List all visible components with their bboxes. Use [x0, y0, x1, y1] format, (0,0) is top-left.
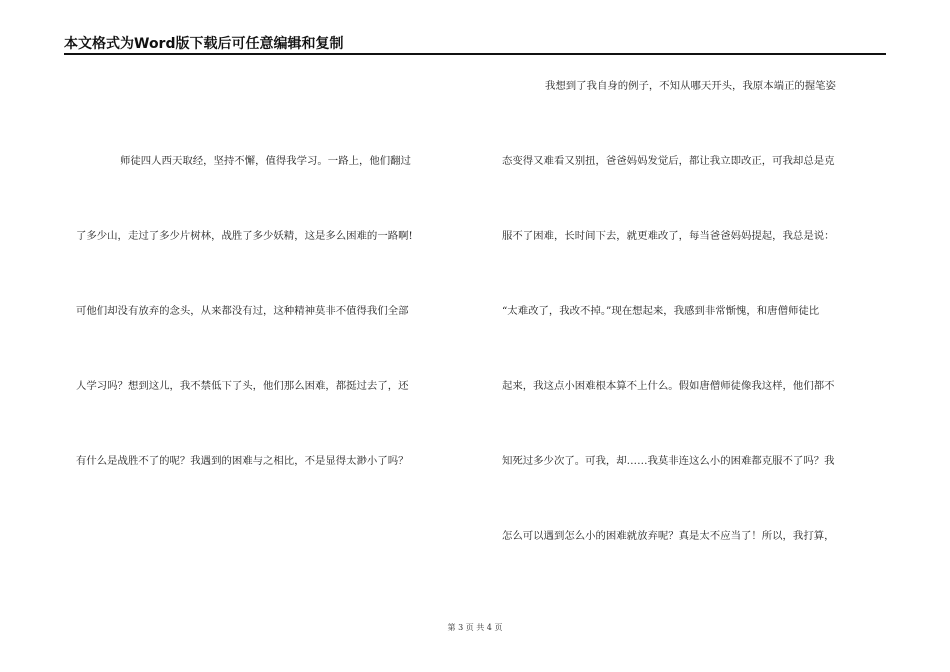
left-paragraph-line-5: 有什么是战胜不了的呢？我遇到的困难与之相比，不是显得太渺小了吗？: [76, 455, 409, 467]
right-paragraph-line-7: 怎么可以遇到怎么小的困难就放弃呢？真是太不应当了！所以，我打算，: [502, 530, 835, 542]
right-paragraph-line-4: “太难改了，我改不掉。”现在想起来，我感到非常惭愧，和唐僧师徒比: [502, 305, 820, 317]
left-paragraph-line-2: 了多少山，走过了多少片树林，战胜了多少妖精，这是多么困难的一路啊!: [76, 230, 413, 242]
left-paragraph-line-3: 可他们却没有放弃的念头，从来都没有过，这种精神莫非不值得我们全部: [76, 305, 409, 317]
document-header-title: 本文格式为Word版下载后可任意编辑和复制: [64, 36, 344, 52]
left-paragraph-line-4: 人学习吗？想到这儿，我不禁低下了头，他们那么困难，都挺过去了，还: [76, 380, 409, 392]
header-divider: [64, 53, 886, 55]
right-paragraph-line-5: 起来，我这点小困难根本算不上什么。假如唐僧师徒像我这样，他们都不: [502, 380, 835, 392]
right-paragraph-line-6: 知死过多少次了。可我，却……我莫非连这么小的困难都克服不了吗？我: [502, 455, 835, 467]
right-paragraph-line-3: 服不了困难，长时间下去，就更难改了，每当爸爸妈妈提起，我总是说：: [502, 230, 835, 242]
right-paragraph-line-2: 态变得又难看又别扭，爸爸妈妈发觉后，都让我立即改正，可我却总是克: [502, 155, 835, 167]
right-paragraph-line-1: 我想到了我自身的例子，不知从哪天开头，我原本端正的握笔姿: [545, 80, 836, 92]
left-paragraph-line-1: 师徒四人西天取经，坚持不懈，值得我学习。一路上，他们翻过: [120, 155, 411, 167]
page-number-footer: 第 3 页 共 4 页: [447, 623, 503, 632]
